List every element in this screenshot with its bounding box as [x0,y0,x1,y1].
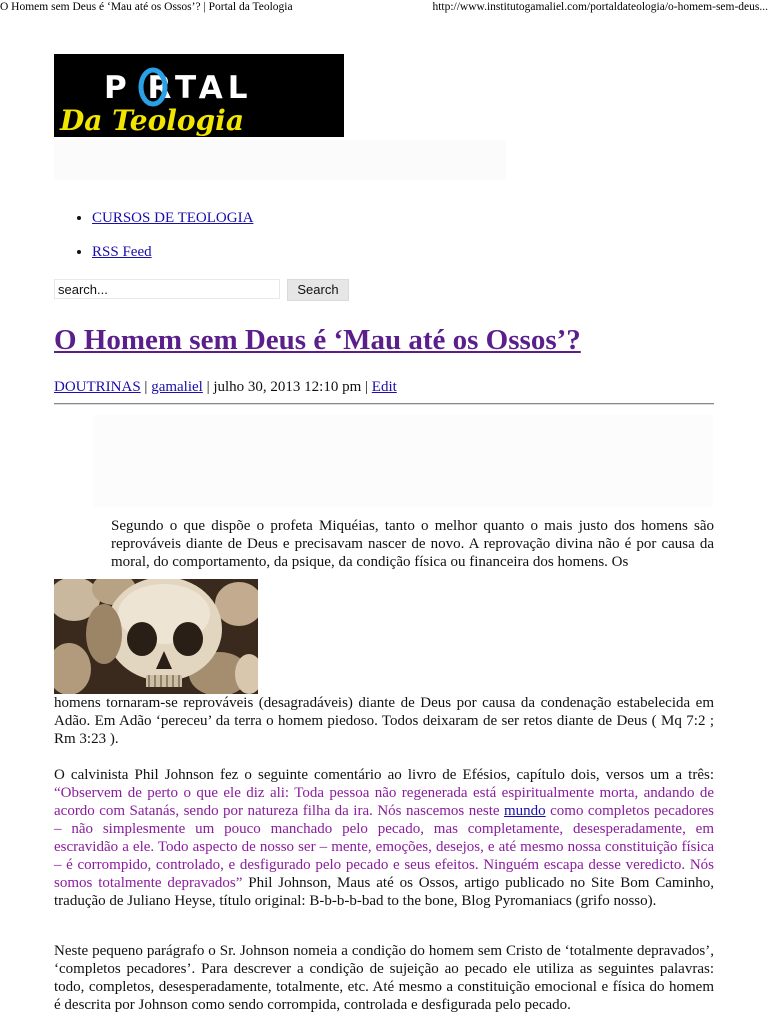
print-header [0,0,768,16]
post-meta [54,377,397,397]
nav-item-rss [92,242,253,262]
portal-logo-graphic [54,54,344,137]
nav-item-cursos [92,208,253,228]
header-banner-placeholder [54,140,506,180]
quote-attribution: Phil Johnson, Maus até os Ossos, artigo publicado no Site Bom Caminho, tradução de Juliano Heyse, título original: B-b-b-b-bad to the bone, Blog Pyromaniacs (grifo nosso). [54,875,714,909]
post-title-link[interactable]: O Homem sem Deus é ‘Mau até os Ossos’? [54,324,581,356]
post-title [54,320,581,360]
quote-intro: O calvinista Phil Johnson fez o seguinte comentário ao livro de Efésios, capítulo dois, versos um a três: [54,767,714,783]
nav-link-cursos[interactable]: CURSOS DE TEOLOGIA [92,210,254,226]
paragraph-analysis: Neste pequeno parágrafo o Sr. Johnson nomeia a condição do homem sem Cristo de ‘totalmente depravados’, ‘completos pecadores’. Para descrever a condição de sujeição ao pecado ele utiliza as seguintes palavras: todo, completos, desesperadamente, totalmente, etc. Até mesmo a constituição emocional e física do homem é descrita por Johnson como sendo corrompida, controlada e desfigurada pelo pecado. [54,943,714,1013]
ad-placeholder [94,415,713,507]
category-link[interactable]: DOUTRINAS [54,379,141,395]
print-header-url: http://www.institutogamaliel.com/portaldateologia/o-homem-sem-deus... [432,1,768,13]
logo-line2: Da Teologia [60,104,244,137]
paragraph-intro: Segundo o que dispõe o profeta Miquéias, tanto o melhor quanto o mais justo dos homens são reprováveis diante de Deus e precisavam nascer de novo. A reprovação divina não é por causa da moral, do comportamento, da psique, da condição física ou financeira dos homens. Os [111,518,714,570]
author-link[interactable]: gamaliel [151,379,203,395]
search-input[interactable]: search... [54,279,280,299]
skulls-image [54,579,258,694]
skulls-photo [54,579,258,694]
mundo-link[interactable]: mundo [504,803,546,819]
logo-line1: P RTAL [104,70,253,106]
quote-part-a: “Observem de perto o que ele diz ali: Toda pessoa não regenerada está espiritualmente morta, andando de acordo com Satanás, sendo por natureza filha da ira. Nós nascemos neste [54,785,714,819]
meta-separator: | [140,379,152,395]
site-logo[interactable] [54,54,344,137]
print-header-title: O Homem sem Deus é ‘Mau até os Ossos’? | Portal da Teologia [0,1,293,13]
meta-divider [54,403,714,405]
top-nav [54,208,253,262]
edit-link[interactable]: Edit [371,379,397,395]
quote-part-b: como completos pecadores – não simplesmente um pouco manchado pelo pecado, mas completamente, desesperadamente, em escravidão a ele. Todo aspecto de nosso ser – mente, emoções, desejos, e até mesmo nossa constituição física – é corrompido, controlado, e desfigurado pelo pecado e seus efeitos. Ninguém escapa desse veredicto. Nós somos totalmente depravados” [54,803,714,891]
post-date: | julho 30, 2013 12:10 pm | [202,379,372,395]
paragraph-intro-continued: homens tornaram-se reprováveis (desagradáveis) diante de Deus por causa da condenação estabelecida em Adão. Em Adão ‘pereceu’ da terra o homem piedoso. Todos deixaram de ser retos diante de Deus ( Mq 7:2 ; Rm 3:23 ). [54,695,714,747]
nav-link-rss[interactable]: RSS Feed [92,244,152,260]
paragraph-quote [54,766,714,910]
search-button[interactable]: Search [287,279,349,301]
